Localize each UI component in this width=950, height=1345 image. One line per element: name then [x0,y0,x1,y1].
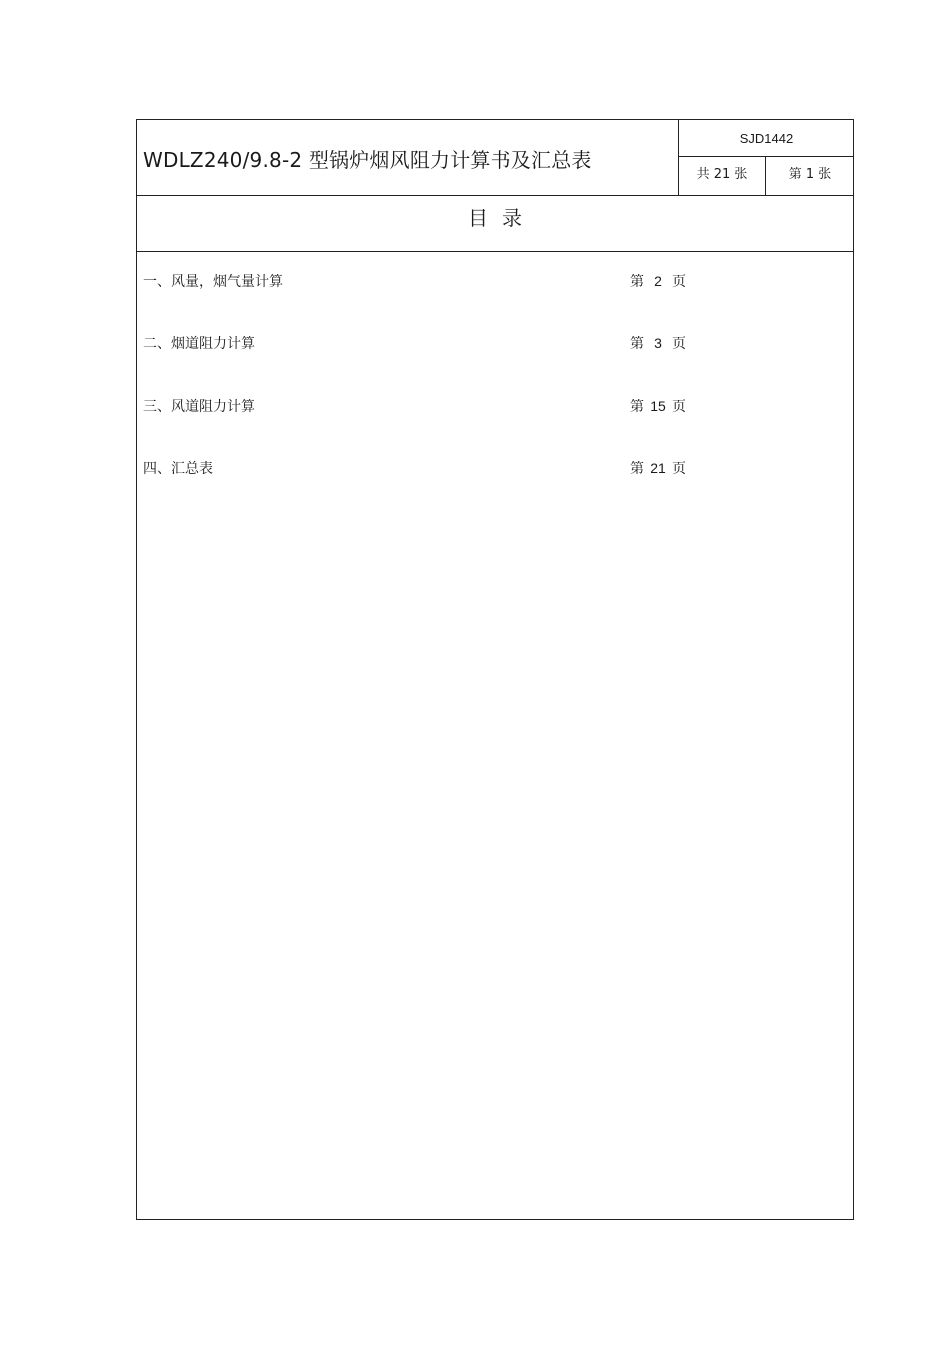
toc-item-page [630,333,686,353]
toc-page-prefix: 第 [630,399,644,415]
document-code: SJD1442 [679,120,854,157]
toc-item-label: 三、风道阻力计算 [143,399,255,415]
document-title: WDLZ240/9.8-2 型锅炉烟风阻力计算书及汇总表 [143,148,592,172]
toc-page-number: 2 [654,273,662,289]
toc-item-label: 一、风量，烟气量计算 [143,274,283,290]
toc-item-page [630,458,686,478]
total-sheets: 共 21 张 [679,157,766,195]
toc-page-suffix: 页 [672,461,686,477]
toc-item-page [630,271,686,291]
toc-page-prefix: 第 [630,274,644,290]
toc-item [137,333,853,355]
toc-item [137,396,853,418]
toc-item [137,458,853,480]
toc-heading: 目录 [137,196,853,252]
sheet-info-block [678,120,853,195]
toc-item [137,271,853,293]
toc-page-suffix: 页 [672,399,686,415]
toc-item-label: 四、汇总表 [143,461,213,477]
toc-page-suffix: 页 [672,336,686,352]
toc-item-page [630,396,686,416]
title-block [137,120,853,196]
toc-page-number: 3 [654,335,662,351]
toc-page-number: 21 [650,460,666,476]
sheet-number: 第 1 张 [788,167,832,182]
toc-page-prefix: 第 [630,461,644,477]
toc-page-number: 15 [650,398,666,414]
toc-page-prefix: 第 [630,336,644,352]
document-frame [136,119,854,1220]
toc-page-suffix: 页 [672,274,686,290]
toc-item-label: 二、烟道阻力计算 [143,336,255,352]
